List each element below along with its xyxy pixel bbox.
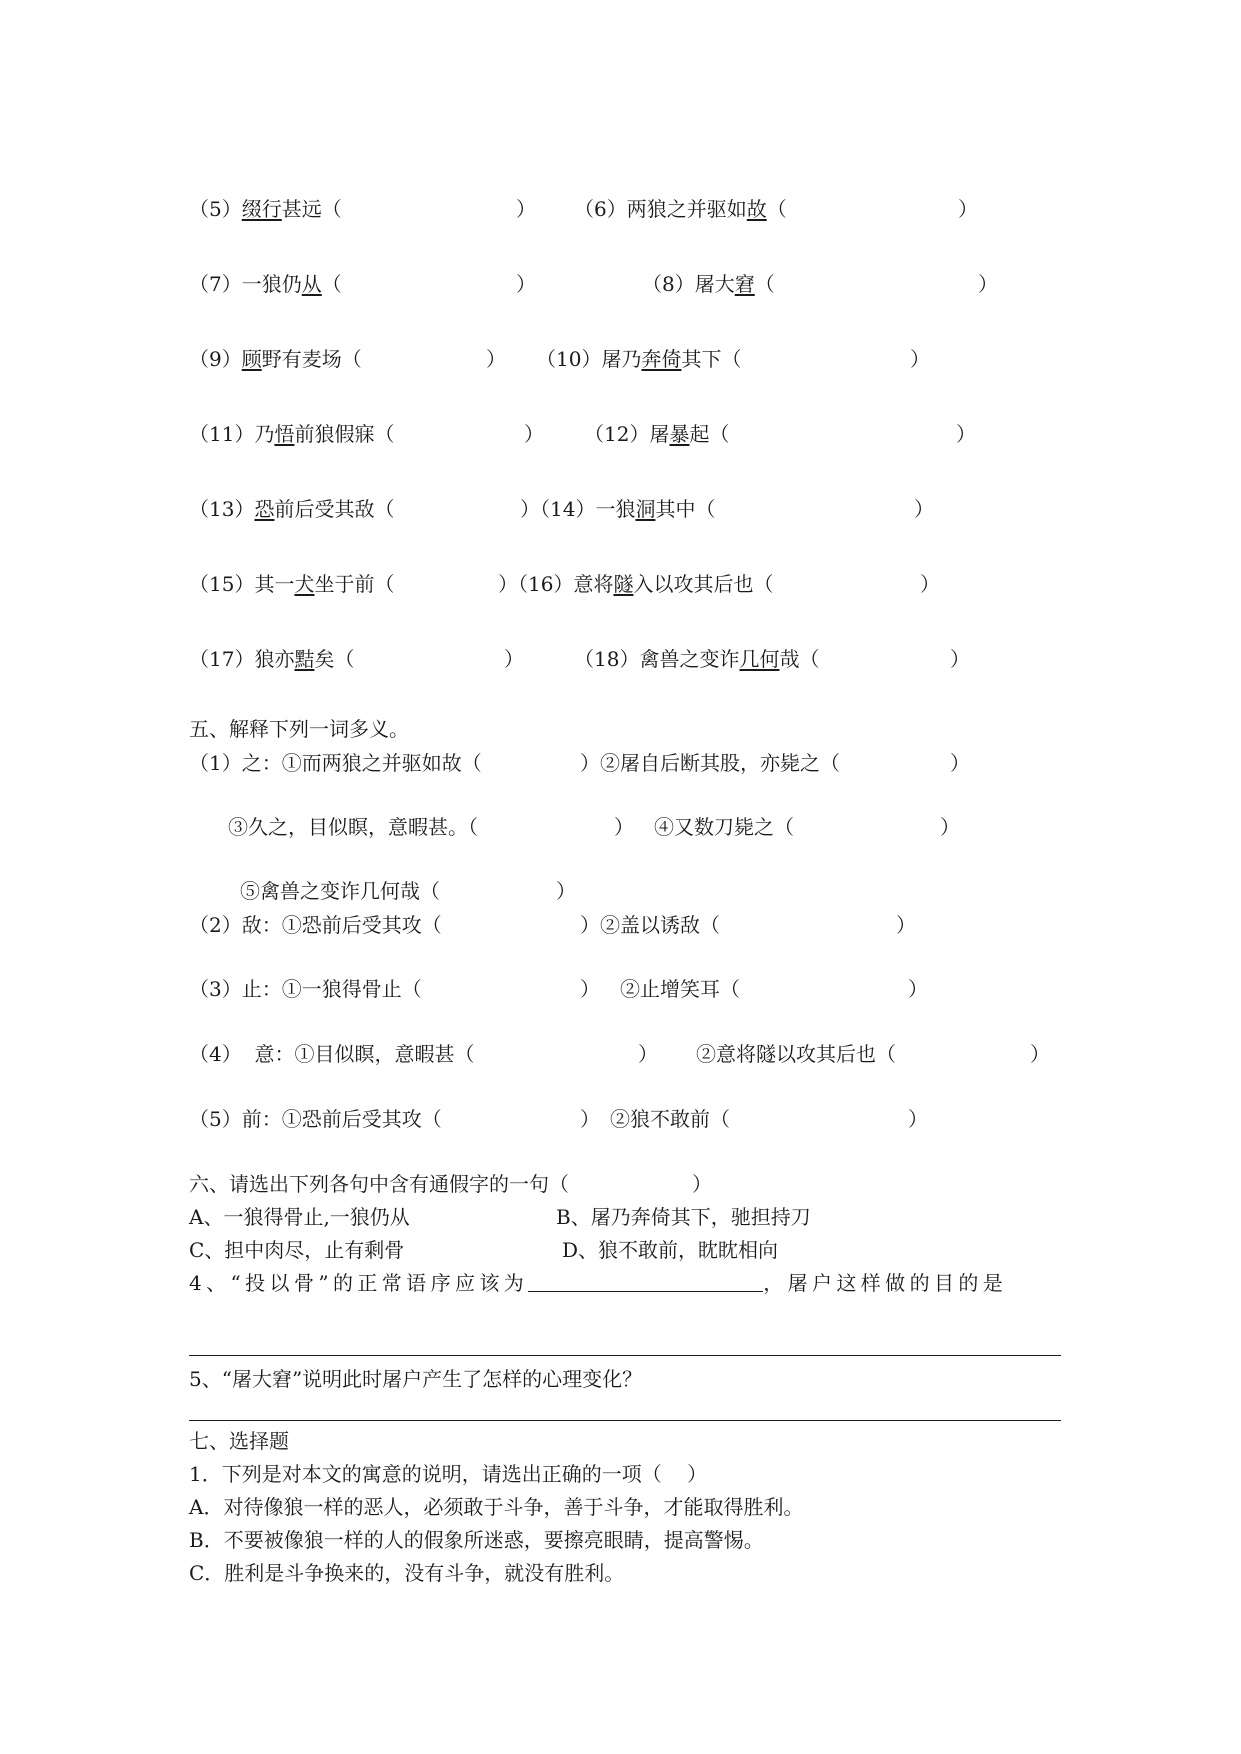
s5-l2d: ） bbox=[940, 815, 960, 839]
item-15: （15）其一犬坐于前（ bbox=[189, 572, 395, 596]
item-18-close: ） bbox=[950, 647, 970, 671]
s5-l5c: ②止增笑耳（ bbox=[620, 977, 740, 1001]
s5-l2b: ） bbox=[614, 815, 634, 839]
section7-q1: 1．下列是对本文的寓意的说明，请选出正确的一项（ ） bbox=[189, 1462, 708, 1486]
item-16-close: ） bbox=[920, 572, 940, 596]
section7-option-b: B．不要被像狼一样的人的假象所迷惑，要擦亮眼睛，提高警惕。 bbox=[189, 1528, 764, 1552]
section5-heading: 五、解释下列一词多义。 bbox=[189, 717, 409, 741]
answer-line-4[interactable] bbox=[189, 1355, 1061, 1356]
s5-l7b: ） bbox=[580, 1107, 600, 1131]
item-7: （7）一狼仍从（ bbox=[189, 272, 342, 296]
s5-l7c: ②狼不敢前（ bbox=[610, 1107, 730, 1131]
item-17-close: ） bbox=[504, 647, 524, 671]
s5-l6d: ） bbox=[1030, 1042, 1050, 1066]
s5-l7d: ） bbox=[908, 1107, 928, 1131]
section7-option-a: A．对待像狼一样的恶人，必须敢于斗争，善于斗争，才能取得胜利。 bbox=[189, 1495, 804, 1519]
item-14-close: ） bbox=[914, 497, 934, 521]
s5-l4b: ）②盖以诱敌（ bbox=[580, 913, 720, 937]
item-11: （11）乃悟前狼假寐（ bbox=[189, 422, 395, 446]
section7-option-c: C．胜利是斗争换来的，没有斗争，就没有胜利。 bbox=[189, 1561, 625, 1585]
s5-l7a: （5）前：①恐前后受其攻（ bbox=[189, 1107, 442, 1131]
s5-l6a: （4） 意：①目似瞑，意暇甚（ bbox=[189, 1042, 475, 1066]
item-14: ）（14）一狼洞其中（ bbox=[520, 497, 716, 521]
item-12: （12）屠暴起（ bbox=[584, 422, 730, 446]
option-b: B、屠乃奔倚其下，驰担持刀 bbox=[556, 1205, 811, 1229]
item-16: ）（16）意将隧入以攻其后也（ bbox=[498, 572, 774, 596]
item-9: （9）顾野有麦场（ bbox=[189, 347, 362, 371]
item-5: （5）缀行甚远（ bbox=[189, 197, 342, 221]
s5-l1b: ）②屠自后断其股，亦毙之（ bbox=[580, 751, 840, 775]
item-8-close: ） bbox=[978, 272, 998, 296]
s5-l5b: ） bbox=[580, 977, 600, 1001]
item-18: （18）禽兽之变诈几何哉（ bbox=[574, 647, 820, 671]
s5-l2c: ④又数刀毙之（ bbox=[654, 815, 794, 839]
section6-heading-close: ） bbox=[692, 1172, 712, 1196]
s5-l4c: ） bbox=[896, 913, 916, 937]
item-13: （13）恐前后受其敌（ bbox=[189, 497, 395, 521]
s5-l1c: ） bbox=[950, 751, 970, 775]
s5-l6c: ②意将隧以攻其后也（ bbox=[696, 1042, 896, 1066]
s5-l3b: ） bbox=[556, 879, 576, 903]
question-5: 5、“屠大窘”说明此时屠户产生了怎样的心理变化？ bbox=[189, 1367, 643, 1391]
option-d: D、狼不敢前，眈眈相向 bbox=[562, 1238, 779, 1262]
answer-line-5[interactable] bbox=[189, 1420, 1061, 1421]
item-8: （8）屠大窘（ bbox=[642, 272, 775, 296]
item-10-close: ） bbox=[910, 347, 930, 371]
item-12-close: ） bbox=[956, 422, 976, 446]
section7-heading: 七、选择题 bbox=[189, 1429, 289, 1453]
item-5-close: ） bbox=[516, 197, 536, 221]
answer-blank-4[interactable] bbox=[528, 1271, 763, 1292]
item-9-close: ） bbox=[486, 347, 506, 371]
s5-l6b: ） bbox=[638, 1042, 658, 1066]
item-17: （17）狼亦黠矣（ bbox=[189, 647, 355, 671]
item-11-close: ） bbox=[524, 422, 544, 446]
s5-l3a: ⑤禽兽之变诈几何哉（ bbox=[240, 879, 440, 903]
option-a: A、一狼得骨止,一狼仍从 bbox=[189, 1205, 410, 1229]
s5-l5d: ） bbox=[908, 977, 928, 1001]
s5-l5a: （3）止：①一狼得骨止（ bbox=[189, 977, 422, 1001]
s5-l2a: ③久之，目似瞑，意暇甚。（ bbox=[228, 815, 478, 839]
section6-heading: 六、请选出下列各句中含有通假字的一句（ bbox=[189, 1172, 569, 1196]
item-7-close: ） bbox=[516, 272, 536, 296]
item-6: （6）两狼之并驱如故（ bbox=[574, 197, 787, 221]
item-10: （10）屠乃奔倚其下（ bbox=[536, 347, 742, 371]
option-c: C、担中肉尽，止有剩骨 bbox=[189, 1238, 405, 1262]
s5-l4a: （2）敌：①恐前后受其攻（ bbox=[189, 913, 442, 937]
item-6-close: ） bbox=[958, 197, 978, 221]
question-4: 4、“投以骨”的正常语序应该为 ，屠户这样做的目的是 bbox=[189, 1271, 1008, 1295]
s5-l1a: （1）之：①而两狼之并驱如故（ bbox=[189, 751, 482, 775]
